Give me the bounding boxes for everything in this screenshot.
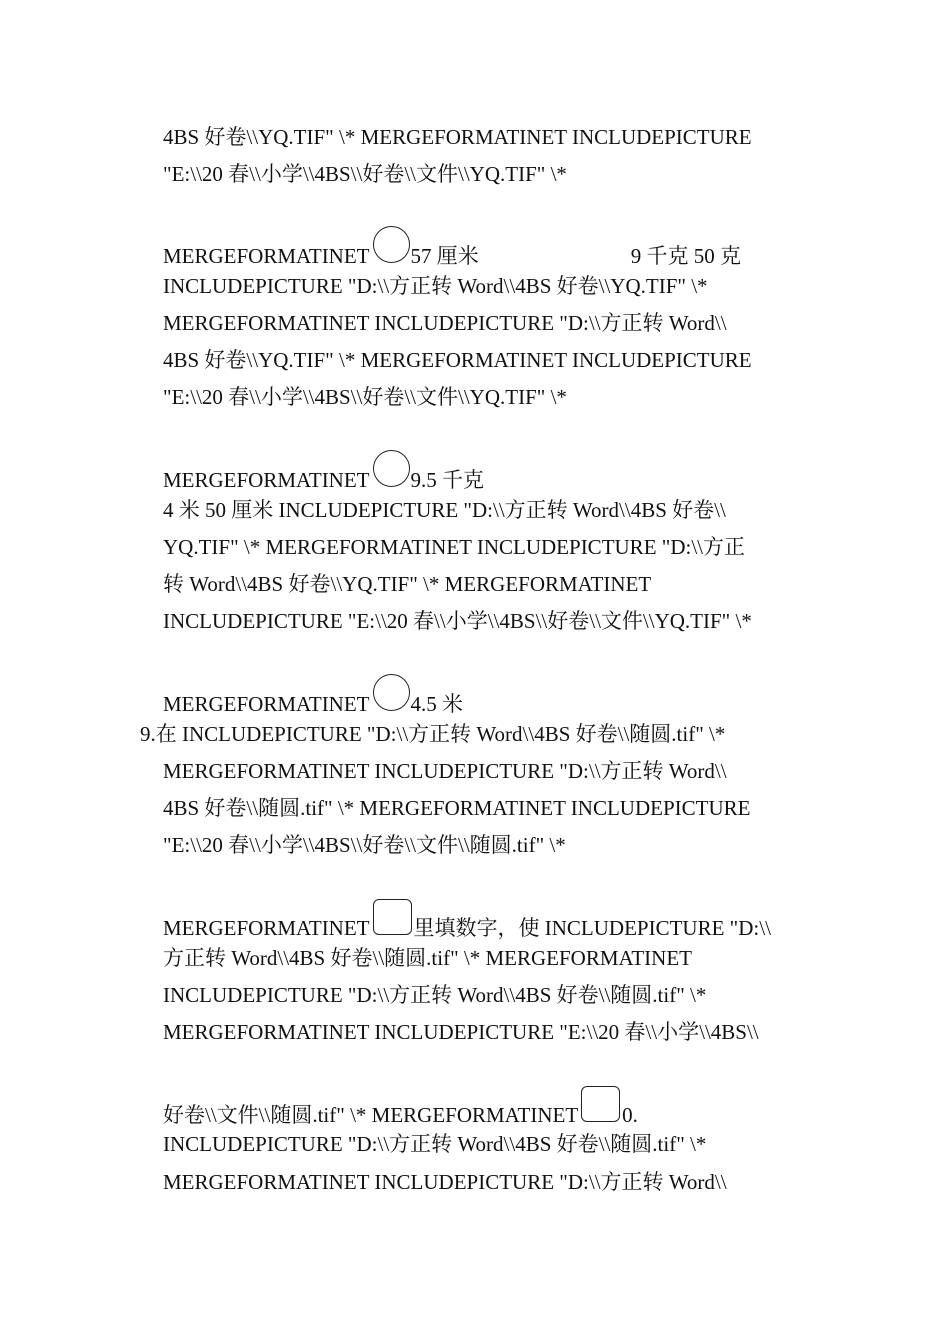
text-line: INCLUDEPICTURE "D:\\方正转 Word\\4BS 好卷\\随圆.tif" \* <box>163 1132 707 1156</box>
text-line: 4BS 好卷\\YQ.TIF" \* MERGEFORMATINET INCLUDEPICTURE <box>163 125 752 149</box>
field-code-text: MERGEFORMATINET <box>163 916 370 940</box>
field-code-text: MERGEFORMATINET <box>163 244 370 268</box>
field-code-text: MERGEFORMATINET <box>163 692 370 716</box>
text-line <box>163 1086 638 1129</box>
comparison-right-value: 9.5 千克 <box>410 468 485 492</box>
text-line: 4BS 好卷\\随圆.tif" \* MERGEFORMATINET INCLUDEPICTURE <box>163 796 751 820</box>
text-line: 方正转 Word\\4BS 好卷\\随圆.tif" \* MERGEFORMATINET <box>163 946 692 970</box>
text-line: 4BS 好卷\\YQ.TIF" \* MERGEFORMATINET INCLUDEPICTURE <box>163 348 752 372</box>
field-code-text: MERGEFORMATINET <box>163 468 370 492</box>
answer-box-blank <box>581 1086 620 1122</box>
text-line: 4 米 50 厘米 INCLUDEPICTURE "D:\\方正转 Word\\4BS 好卷\\ <box>163 498 726 522</box>
comparison-circle-blank <box>373 226 410 263</box>
text-line: "E:\\20 春\\小学\\4BS\\好卷\\文件\\随圆.tif" \* <box>163 833 566 857</box>
text-line: MERGEFORMATINET INCLUDEPICTURE "D:\\方正转 Word\\ <box>163 1170 727 1194</box>
comparison-circle-blank <box>373 674 410 711</box>
comparison-right-value: 9 千克 50 克 <box>630 244 742 268</box>
text-line: MERGEFORMATINET INCLUDEPICTURE "E:\\20 春\\小学\\4BS\\ <box>163 1020 759 1044</box>
text-line: YQ.TIF" \* MERGEFORMATINET INCLUDEPICTURE "D:\\方正 <box>163 535 746 559</box>
text-line <box>163 450 484 494</box>
field-code-text: 好卷\\文件\\随圆.tif" \* MERGEFORMATINET <box>163 1103 579 1127</box>
text-line: 转 Word\\4BS 好卷\\YQ.TIF" \* MERGEFORMATINET <box>163 572 652 596</box>
comparison-left-value: 57 厘米 <box>410 244 479 268</box>
text-line: "E:\\20 春\\小学\\4BS\\好卷\\文件\\YQ.TIF" \* <box>163 162 567 186</box>
question-9-line: 9.在 INCLUDEPICTURE "D:\\方正转 Word\\4BS 好卷\\随圆.tif" \* <box>140 722 726 746</box>
text-line: "E:\\20 春\\小学\\4BS\\好卷\\文件\\YQ.TIF" \* <box>163 385 567 409</box>
text-line <box>163 674 463 718</box>
text-line <box>163 226 741 270</box>
text-line: MERGEFORMATINET INCLUDEPICTURE "D:\\方正转 Word\\ <box>163 311 727 335</box>
text-line: INCLUDEPICTURE "E:\\20 春\\小学\\4BS\\好卷\\文件\\YQ.TIF" \* <box>163 609 752 633</box>
question-text: 0. <box>622 1103 638 1127</box>
text-line: MERGEFORMATINET INCLUDEPICTURE "D:\\方正转 Word\\ <box>163 759 727 783</box>
text-line <box>163 899 771 942</box>
text-line: INCLUDEPICTURE "D:\\方正转 Word\\4BS 好卷\\随圆.tif" \* <box>163 983 707 1007</box>
comparison-right-value: 4.5 米 <box>410 692 464 716</box>
comparison-circle-blank <box>373 450 410 487</box>
question-text: 里填数字，使 INCLUDEPICTURE "D:\\ <box>413 916 771 940</box>
text-line: INCLUDEPICTURE "D:\\方正转 Word\\4BS 好卷\\YQ.TIF" \* <box>163 274 708 298</box>
answer-box-blank <box>373 899 412 935</box>
